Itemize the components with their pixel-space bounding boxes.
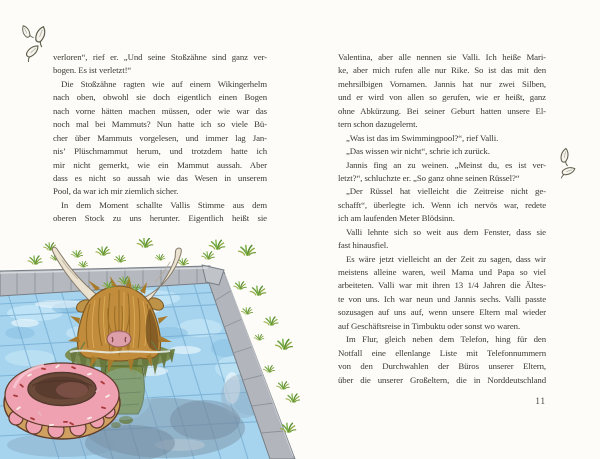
text-line: Es wäre jetzt vielleicht an der Zeit zu sagen, dass wir [346,253,546,264]
text-line: Valli lehnte sich so weit aus dem Fenster, dass sie [346,226,546,237]
left-page-text [53,51,267,226]
text-line: nach oben, obwohl sie doch eigentlich einen Bogen [53,92,267,103]
text-line: „Was ist das im Swimmingpool?“, rief Valli. [346,132,499,143]
text-line: Pool, da war ich mir ziemlich sicher. [53,186,179,197]
text-line: Die Stoßzähne ragten wie auf einem Wikingerhelm [61,78,267,89]
text-line: nis’ Plüschmammut herum, und trotzdem hatte ich [53,146,267,157]
text-line: oberen Stock zu uns herunter. Eigentlich heißt sie [53,213,267,224]
text-line: Valentina, aber alle nennen sie Valli. Ich heiße Mari- [338,52,546,62]
text-line: meistens alleine waren, weil Mama und Papa so viel [338,267,546,277]
text-line: In dem Moment schallte Vallis Stimme aus dem [61,199,267,210]
text-line: auf Geschäftsreise in Timbuktu oder sonst wo waren. [338,320,521,331]
text-line: ich am laufenden Meter Blödsinn. [338,213,455,224]
text-line: noch mal bei Mammuts? Nun hatte ich so viele Bü- [53,119,267,130]
text-line: fast hinausfiel. [338,240,389,251]
text-line: te von uns. Ich war neun und Jannis sechs. Valli passte [338,293,546,304]
text-line: arbeiteten. Valli war mit ihren 13 1/4 Jahren die Ältes- [338,280,546,291]
text-line: schafft“, überlegte ich. Wenn ich nervös war, redete [338,199,546,210]
donut-float [4,363,120,439]
page-number: 11 [535,396,546,406]
text-line: letzt?“, schluchzte er. „So ganz ohne seinen Rüssel?“ [338,172,520,183]
cow-nose [107,331,131,347]
text-line: dass es nicht so aussah wie das Wesen in unserem [53,172,267,183]
text-line: mir nicht gemerkt, wie ein Mammut aussah. Aber [53,159,267,170]
text-line: von den Durchwahlen der Büros unserer Eltern, [338,361,546,372]
text-line: mehrsilbigen Vornamen. Jannis hat nur zwei Silben, [338,78,546,89]
text-line: tern schon dazugelernt. [338,119,418,130]
text-line: verloren“, rief er. „Und seine Stoßzähne sind ganz ver- [53,52,267,62]
text-line: ohne Abkürzung. Bei seiner Geburt hatten unsere El- [338,105,546,116]
text-line: nach vorne hätten machen müssen, oder wie war das [53,105,267,116]
text-line: Im Flur, gleich neben dem Telefon, hing für den [346,334,546,345]
pool-illustration [0,238,300,459]
text-line: Jannis fing an zu weinen. „Meinst du, es ist ver- [346,159,546,170]
text-line: über die unserer Großeltern, die in Norddeutschland [338,374,546,385]
text-line: „Das wissen wir nicht“, schrie ich zurück. [346,146,490,157]
text-line: ke, aber mich rufen alle nur Rike. So ist das mit den [338,65,546,76]
leaves-sketch-icon [551,143,587,187]
text-line: und er wird von allen so gerufen, wie er heißt, ganz [338,92,546,103]
text-line: Notfall eine ellenlange Liste mit Telefonnummern [338,347,546,358]
text-line: bogen. Es ist verletzt!“ [53,65,132,76]
text-line: sozusagen auf uns auf, wenn unsere Eltern mal wieder [338,307,546,318]
text-line: cher über Mammuts vorgelesen, und immer lag Jan- [53,132,267,143]
text-line: „Der Rüssel hat vielleicht die Zeitreise nicht ge- [346,186,546,197]
right-page-text [338,51,546,387]
